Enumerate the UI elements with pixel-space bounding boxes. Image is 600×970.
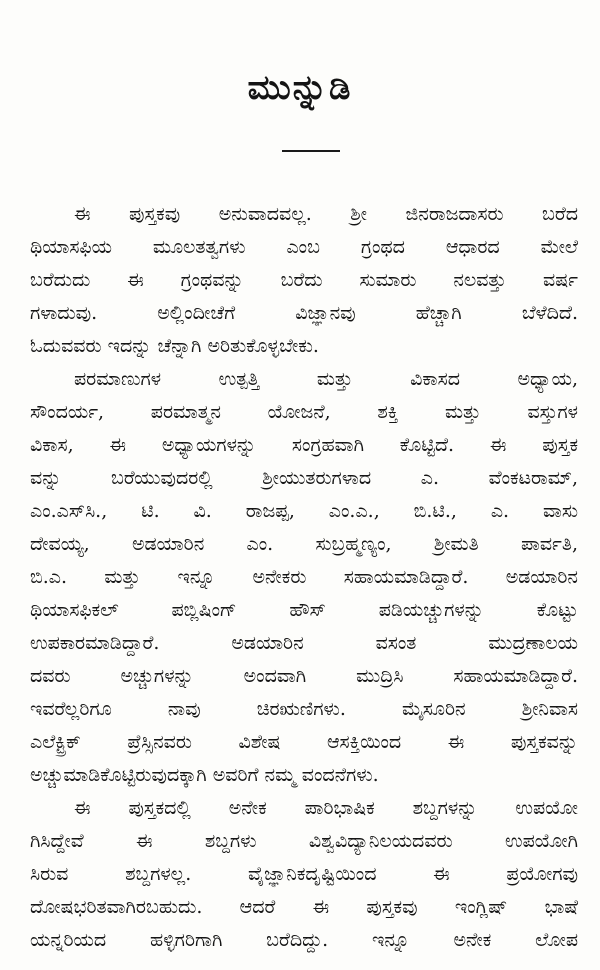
text-line: ಯನ್ನರಿಯದ ಹಳ್ಳಿಗರಿಗಾಗಿ ಬರೆದಿದ್ದು. ಇನ್ನೂ ಅನೇಕ ಲೋಪ (30, 929, 578, 951)
text-line: ಪರಮಾಣುಗಳ ಉತ್ಪತ್ತಿ ಮತ್ತು ವಿಕಾಸದ ಅಧ್ಯಾಯ, (74, 368, 578, 390)
text-line: ಓದುವವರು ಇದನ್ನು ಚೆನ್ನಾಗಿ ಅರಿತುಕೊಳ್ಳಬೇಕು. (30, 335, 319, 357)
text-line: ಗಿಸಿದ್ದೇವೆ ಈ ಶಬ್ದಗಳು ವಿಶ್ವವಿದ್ಯಾನಿಲಯದವರು ಉಪಯೋಗಿ (30, 830, 578, 852)
text-line: ದವರು ಅಚ್ಚುಗಳನ್ನು ಅಂದವಾಗಿ ಮುದ್ರಿಸಿ ಸಹಾಯಮಾಡಿದ್ದಾರೆ. (30, 665, 578, 687)
text-line: ಬರೆದುದು ಈ ಗ್ರಂಥವನ್ನು ಬರೆದು ಸುಮಾರು ನಲವತ್ತು ವರ್ಷ (30, 269, 578, 291)
paragraph-1 (30, 198, 578, 363)
text-line: ವಿಕಾಸ, ಈ ಅಧ್ಯಾಯಗಳನ್ನು ಸಂಗ್ರಹವಾಗಿ ಕೊಟ್ಟಿದೆ. ಈ ಪುಸ್ತಕ (30, 434, 578, 456)
text-line: ಈ ಪುಸ್ತಕದಲ್ಲಿ ಅನೇಕ ಪಾರಿಭಾಷಿಕ ಶಬ್ದಗಳನ್ನು ಉಪಯೋ (74, 797, 578, 819)
body-text (30, 198, 578, 957)
paragraph-3 (30, 792, 578, 957)
text-line: ಅಚ್ಚುಮಾಡಿಕೊಟ್ಟಿರುವುದಕ್ಕಾಗಿ ಅವರಿಗೆ ನಮ್ಮ ವಂದನೆಗಳು. (30, 764, 379, 786)
text-line: ಎಂ.ಎಸ್‌ಸಿ., ಟಿ. ವಿ. ರಾಜಪ್ಪ, ಎಂ.ಎ., ಬಿ.ಟಿ., ಎ. ವಾಸು (30, 500, 578, 522)
paragraph-2 (30, 363, 578, 792)
page-title: ಮುನ್ನುಡಿ (247, 68, 353, 108)
text-line: ಉಪಕಾರಮಾಡಿದ್ದಾರೆ. ಅಡಯಾರಿನ ವಸಂತ ಮುದ್ರಣಾಲಯ (30, 632, 578, 654)
text-line: ಬಿ.ಎ. ಮತ್ತು ಇನ್ನೂ ಅನೇಕರು ಸಹಾಯಮಾಡಿದ್ದಾರೆ. ಅಡಯಾರಿನ (30, 566, 578, 588)
text-line: ದೋಷಭರಿತವಾಗಿರಬಹುದು. ಆದರೆ ಈ ಪುಸ್ತಕವು ಇಂಗ್ಲಿಷ್ ಭಾಷೆ (30, 896, 578, 918)
text-line: ಈ ಪುಸ್ತಕವು ಅನುವಾದವಲ್ಲ. ಶ್ರೀ ಜಿನರಾಜದಾಸರು ಬರೆದ (74, 203, 578, 225)
text-line: ದೇವಯ್ಯ, ಅಡಯಾರಿನ ಎಂ. ಸುಬ್ರಹ್ಮಣ್ಯಂ, ಶ್ರೀಮತಿ ಪಾರ್ವತಿ, (30, 533, 578, 555)
text-line: ಇವರೆಲ್ಲರಿಗೂ ನಾವು ಚಿರಋಣಿಗಳು. ಮೈಸೂರಿನ ಶ್ರೀನಿವಾಸ (30, 698, 578, 720)
title-divider (282, 150, 340, 152)
text-line: ಗಳಾದುವು. ಅಲ್ಲಿಂದೀಚೆಗೆ ವಿಜ್ಞಾನವು ಹೆಚ್ಚಾಗಿ ಬೆಳೆದಿದೆ. (30, 302, 578, 324)
text-line: ಎಲೆಕ್ಟ್ರಿಕ್ ಪ್ರೆಸ್ಸಿನವರು ವಿಶೇಷ ಆಸಕ್ತಿಯಿಂದ ಈ ಪುಸ್ತಕವನ್ನು (30, 731, 578, 753)
text-line: ಥಿಯಾಸಫಿಯ ಮೂಲತತ್ವಗಳು ಎಂಬ ಗ್ರಂಥದ ಆಧಾರದ ಮೇಲೆ (30, 236, 578, 258)
text-line: ಥಿಯಾಸಫಿಕಲ್ ಪಬ್ಲಿಷಿಂಗ್ ಹೌಸ್ ಪಡಿಯಚ್ಚುಗಳನ್ನು ಕೊಟ್ಟು (30, 599, 578, 621)
text-line: ವನ್ನು ಬರೆಯುವುದರಲ್ಲಿ ಶ್ರೀಯುತರುಗಳಾದ ಎ. ವೆಂಕಟರಾಮ್, (30, 467, 578, 489)
text-line: ಸಿರುವ ಶಬ್ದಗಳಲ್ಲ. ವೈಜ್ಞಾನಿಕದೃಷ್ಟಿಯಿಂದ ಈ ಪ್ರಯೋಗವು (30, 863, 578, 885)
text-line: ಸೌಂದರ್ಯ, ಪರಮಾತ್ಮನ ಯೋಜನೆ, ಶಕ್ತಿ ಮತ್ತು ವಸ್ತುಗಳ (30, 401, 578, 423)
